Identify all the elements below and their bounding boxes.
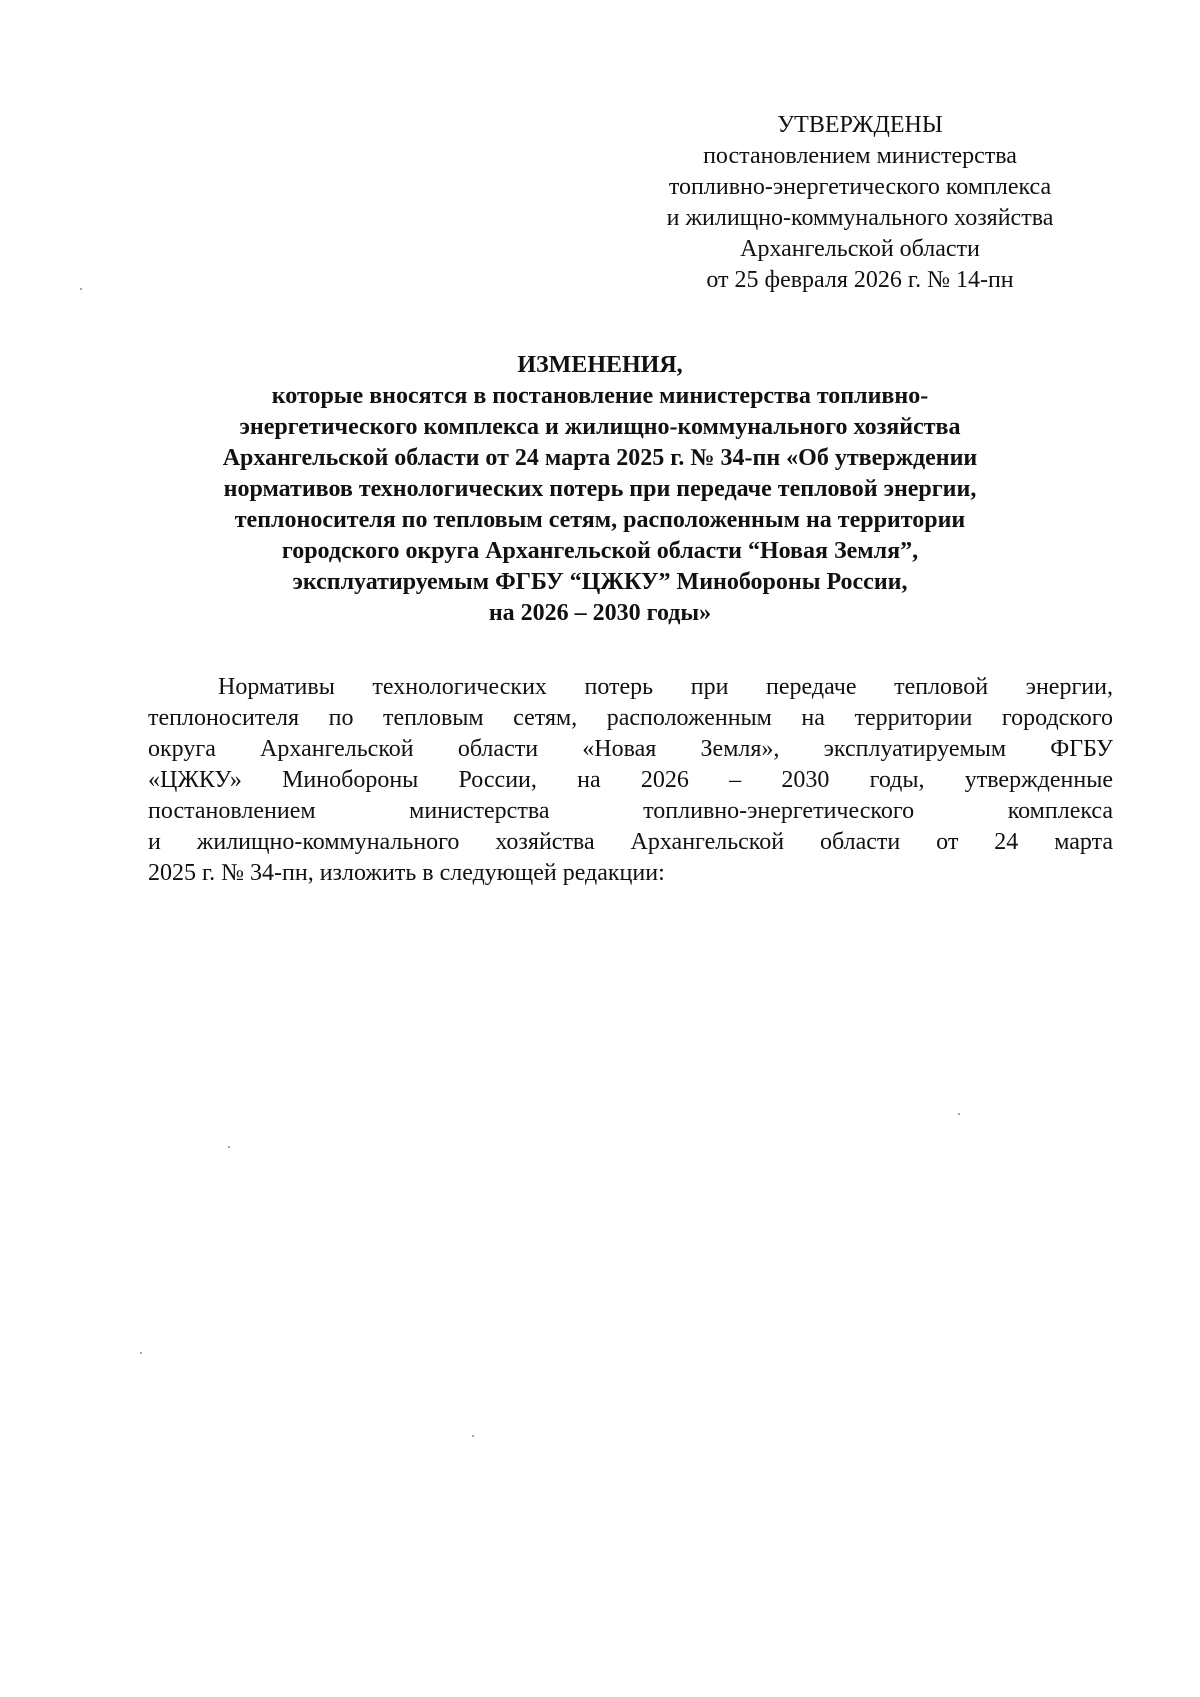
- document-title-block: [140, 350, 1060, 629]
- title-line: энергетического комплекса и жилищно-коммунального хозяйства: [239, 414, 961, 440]
- title-line: городского округа Архангельской области “Новая Земля”,: [281, 538, 919, 564]
- approval-line: и жилищно-коммунального хозяйства: [666, 205, 1054, 231]
- body-line: и жилищно-коммунального хозяйства Архангельской области от 24 марта: [148, 829, 1113, 855]
- scan-speck: [472, 1435, 474, 1437]
- body-line: Нормативы технологических потерь при передаче тепловой энергии,: [218, 674, 1113, 700]
- body-line: «ЦЖКУ» Минобороны России, на 2026 – 2030 годы, утвержденные: [148, 767, 1113, 793]
- body-line: теплоносителя по тепловым сетям, расположенным на территории городского: [148, 705, 1113, 731]
- approval-stamp-block: [600, 110, 1120, 296]
- title-line: эксплуатируемым ФГБУ “ЦЖКУ” Минобороны России,: [292, 569, 908, 595]
- body-line: округа Архангельской области «Новая Земля», эксплуатируемым ФГБУ: [148, 736, 1113, 762]
- approval-heading: УТВЕРЖДЕНЫ: [777, 112, 943, 138]
- document-title: ИЗМЕНЕНИЯ,: [517, 352, 683, 378]
- approval-line: Архангельской области: [740, 236, 980, 262]
- scan-speck: [958, 1113, 960, 1115]
- scan-speck: [140, 1352, 142, 1354]
- title-line: Архангельской области от 24 марта 2025 г. № 34-пн «Об утверждении: [222, 445, 978, 471]
- title-line: которые вносятся в постановление министерства топливно-: [271, 383, 929, 409]
- title-line: на 2026 – 2030 годы»: [488, 600, 712, 626]
- body-line: постановлением министерства топливно-энергетического комплекса: [148, 798, 1113, 824]
- approval-line: топливно-энергетического комплекса: [668, 174, 1052, 200]
- approval-line: постановлением министерства: [703, 143, 1017, 169]
- body-paragraph: [148, 672, 1113, 889]
- body-line: 2025 г. № 34-пн, изложить в следующей редакции:: [148, 860, 665, 886]
- scan-speck: [80, 288, 82, 290]
- title-line: нормативов технологических потерь при передаче тепловой энергии,: [223, 476, 977, 502]
- title-line: теплоносителя по тепловым сетям, расположенным на территории: [234, 507, 966, 533]
- approval-date-number: от 25 февраля 2026 г. № 14-пн: [706, 267, 1014, 293]
- scan-speck: [228, 1146, 230, 1148]
